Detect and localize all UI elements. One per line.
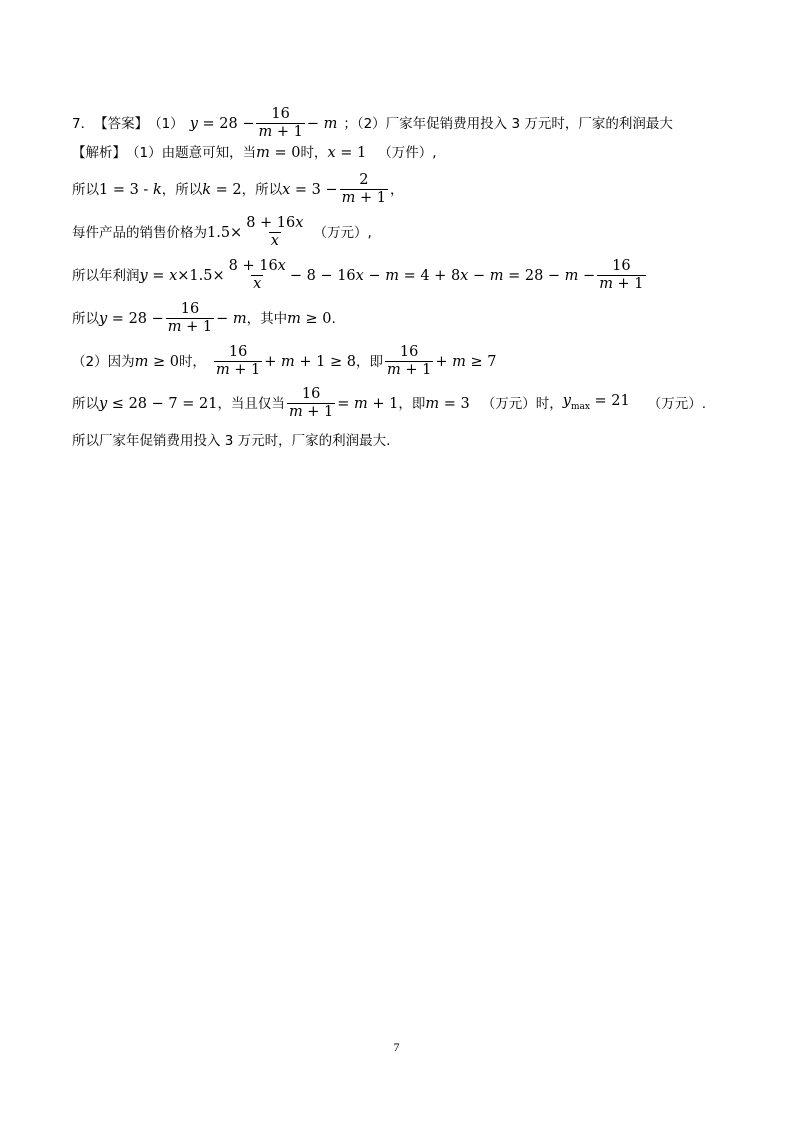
analysis-line-7: 所以 y ≤ 28 − 7 = 21 ，当且仅当 $\frac{16}{m + 1}$ = m + 1 ，即 m = 3 （万元）时， $y_{max} = 21$ （万元）. bbox=[72, 386, 707, 420]
fraction-2-over-m-plus-1: $\frac{2}{m + 1}$ bbox=[341, 172, 387, 206]
analysis-line-6: （2）因为 m ≥ 0 时， $\frac{16}{m + 1}$ + m + 1 ≥ 8 ，即 $\frac{16}{m + 1}$ + m ≥ 7 bbox=[72, 344, 497, 378]
analysis-line-8 bbox=[72, 432, 390, 450]
analysis-line-4: 所以年利润 y = x×1.5× $\frac{8 + 16x}{x}$ − 8 − 16x − m = 4 + 8x − m = 28 − m − $\frac{16}{m + 1}$ bbox=[72, 258, 644, 292]
page-number: 7 bbox=[393, 1040, 400, 1054]
analysis-line-5: 所以 y = 28 − $\frac{16}{m + 1}$ − m ，其中 m ≥ 0 . bbox=[72, 301, 336, 335]
formula-y: y = 28 − bbox=[189, 115, 255, 132]
question-number: 7． bbox=[72, 115, 95, 132]
analysis-line-2: 所以 1 = 3 - k ，所以 k = 2 ，所以 x = 3 − $\frac{2}{m + 1}$ ， bbox=[72, 172, 404, 206]
answer-tag: 【答案】 bbox=[94, 115, 149, 132]
analysis-line-3: 每件产品的销售价格为 1.5× $\frac{8 + 16x}{x}$ （万元）, bbox=[72, 215, 372, 249]
fraction-16-over-m-plus-1: $\frac{16}{m + 1}$ bbox=[258, 106, 303, 140]
answer-part2: ；（2）厂家年促销费用投入 3 万元时，厂家的利润最大 bbox=[343, 115, 673, 132]
answer-line: 7． 【答案】 （1） y = 28 − $\frac{16}{m + 1}$ − m ；（2）厂家年促销费用投入 3 万元时，厂家的利润最大 bbox=[72, 106, 673, 140]
analysis-line-1: 【解析】 （1）由题意可知，当 m = 0 时， x = 1 （万件）, bbox=[72, 145, 437, 161]
analysis-tag: 【解析】 bbox=[72, 145, 126, 161]
fraction-price: $\frac{8 + 16x}{x}$ bbox=[246, 215, 304, 249]
conclusion: 所以厂家年促销费用投入 3 万元时，厂家的利润最大. bbox=[72, 433, 391, 449]
answer-part1-label: （1） bbox=[148, 115, 184, 132]
